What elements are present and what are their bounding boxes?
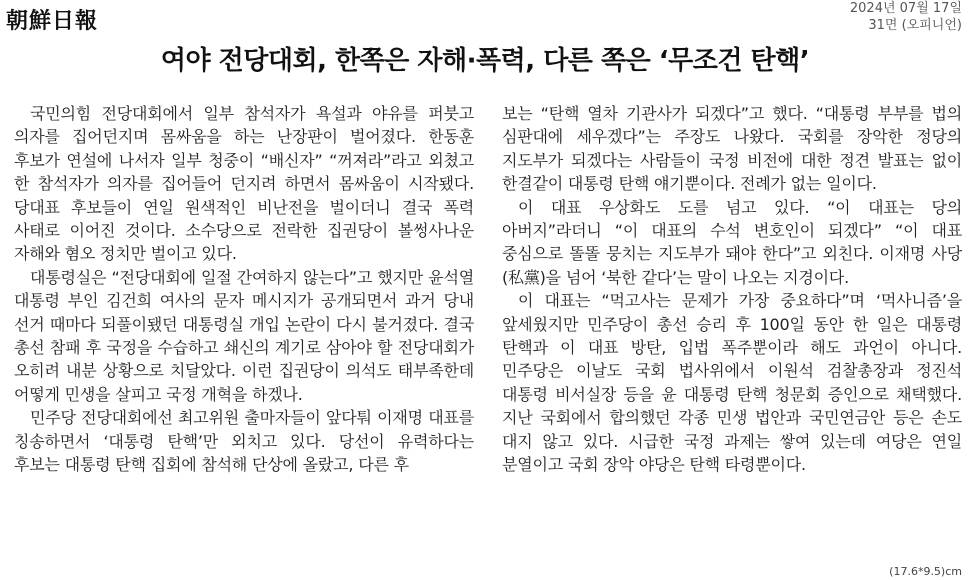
paragraph: 이 대표 우상화도 도를 넘고 있다. “이 대표는 당의 아버지”라더니 “이 대표의 수석 변호인이 되겠다” “이 대표 중심으로 똘똘 뭉치는 지도부가 돼야 한다”고 외친다. 이재명 사당(私黨)을 넘어 ‘북한 같다’는 말이 나오는 지경이다.	[502, 197, 962, 287]
left-column	[14, 102, 474, 557]
article-meta	[850, 0, 962, 34]
paragraph: 국민의힘 전당대회에서 일부 참석자가 욕설과 야유를 퍼붓고 의자를 집어던지며 몸싸움을 하는 난장판이 벌어졌다. 한동훈 후보가 연설에 나서자 일부 청중이 “배신자” “꺼져라”라고 외쳤고 한 참석자가 의자를 집어들어 던지려 하면서 몸싸움이 시작됐다. 당대표 후보들이 연일 원색적인 비난전을 벌이더니 결국 폭력 사태로 이어진 것이다. 소수당으로 전락한 집권당이 볼썽사나운 자해와 혐오 정치만 벌이고 있다.	[14, 104, 474, 264]
headline: 여야 전당대회, 한쪽은 자해·폭력, 다른 쪽은 ‘무조건 탄핵’	[160, 46, 810, 76]
paragraph: 대통령실은 “전당대회에 일절 간여하지 않는다”고 했지만 윤석열 대통령 부인 김건희 여사의 문자 메시지가 공개되면서 과거 당내 선거 때마다 되풀이됐던 대통령실 개입 논란이 다시 불거졌다. 결국 총선 참패 후 국정을 수습하고 쇄신의 계기로 삼아야 할 전당대회가 오히려 내분 상황으로 치달았다. 이런 집권당이 의석도 태부족한데 어떻게 민생을 살피고 국정 개혁을 하겠나.	[14, 267, 474, 404]
article-body	[14, 102, 962, 557]
page-section: 31면 (오피니언)	[868, 18, 962, 33]
right-column	[502, 102, 962, 557]
paragraph: 민주당 전당대회에선 최고위원 출마자들이 앞다퉈 이재명 대표를 칭송하면서 ‘대통령 탄핵’만 외치고 있다. 당선이 유력하다는 후보는 대통령 탄핵 집회에 참석해 단상에 올랐고, 다른 후	[14, 408, 474, 475]
paragraph: 이 대표는 “먹고사는 문제가 가장 중요하다”며 ‘먹사니즘’을 앞세웠지만 민주당이 총선 승리 후 100일 동안 한 일은 대통령 탄핵과 이 대표 방탄, 입법 폭주뿐이라 해도 과언이 아니다. 민주당은 이날도 국회 법사위에서 이원석 검찰총장과 정진석 대통령 비서실장 등을 윤 대통령 탄핵 청문회 증인으로 채택했다. 지난 국회에서 합의했던 각종 민생 법안과 국민연금안 등은 손도 대지 않고 있다. 시급한 국정 과제는 쌓여 있는데 여당은 연일 분열이고 국회 장악 야당은 탄핵 타령뿐이다.	[502, 291, 962, 475]
size-note: (17.6*9.5)cm	[889, 565, 962, 578]
publish-date: 2024년 07월 17일	[849, 1, 962, 16]
paragraph: 보는 “탄핵 열차 기관사가 되겠다”고 했다. “대통령 부부를 법의 심판대에 세우겠다”는 주장도 나왔다. 국회를 장악한 정당의 지도부가 되겠다는 사람들이 국정 비전에 대한 정견 발표는 없이 한결같이 대통령 탄핵 얘기뿐이다. 전례가 없는 일이다.	[502, 104, 962, 194]
newspaper-logo: 朝鮮日報	[6, 8, 99, 34]
